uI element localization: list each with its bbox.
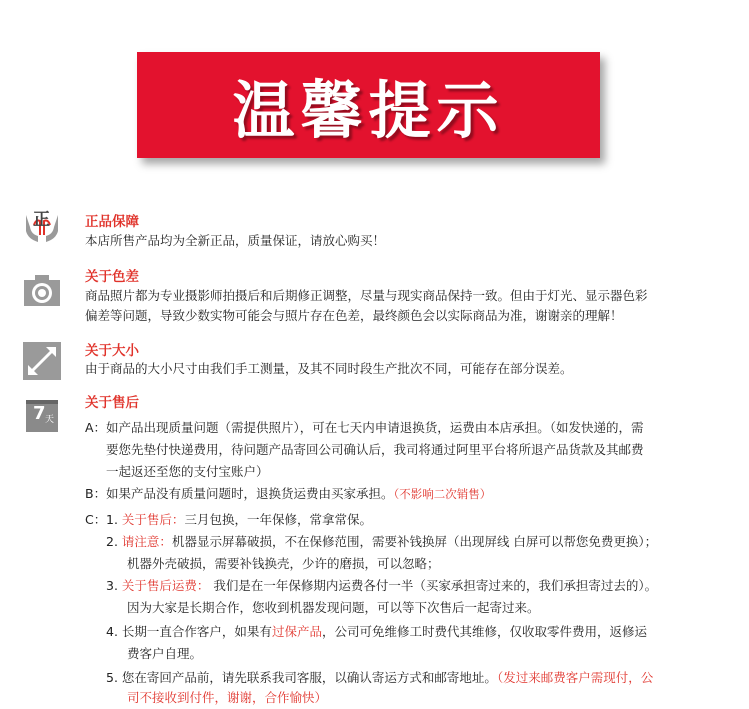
b-label: B： [85, 486, 107, 501]
size-heading: 关于大小 [85, 343, 139, 359]
a-line-2: 要您先垫付快递费用，待问题产品寄回公司确认后，我司将通过阿里平台将所退产品货款及其邮费 [106, 442, 644, 457]
c-item-1 [106, 509, 372, 531]
size-text: 由于商品的大小尺寸由我们手工测量，及其不同时段生产批次不同，可能存在部分误差。 [85, 361, 573, 376]
seven-day-unit: 天 [45, 415, 55, 425]
color-text-line-2: 偏差等问题，导致少数实物可能会与照片存在色差，最终颜色会以实际商品为准，谢谢亲的理解！ [85, 308, 623, 323]
c5-key: （发过来邮费客户需现付，公 [496, 670, 654, 685]
c2-cont: 机器外壳破损，需要补钱换壳，少许的磨损，可以忽略； [127, 556, 440, 571]
genuine-icon-char: 正 [33, 210, 50, 230]
title-banner [137, 52, 600, 158]
c1-key: 关于售后： [121, 512, 185, 527]
c-label: C： [85, 512, 107, 527]
c2-num: 2. [106, 534, 118, 549]
c1-num: 1. [106, 512, 118, 527]
color-heading: 关于色差 [85, 269, 139, 285]
c4-cont: 费客户自理。 [127, 646, 203, 661]
a-line-1: 如产品出现质量问题（需提供照片），可在七天内申请退换货，运费由本店承担。（如发快递的，需 [106, 420, 644, 435]
c5-pre: 您在寄回产品前，请先联系我司客服，以确认寄运方式和邮寄地址。 [121, 670, 497, 685]
c1-text: 三月包换，一年保修，常拿常保。 [184, 512, 372, 527]
color-text-line-1: 商品照片都为专业摄影师拍摄后和后期修正调整，尽量与现实商品保持一致。但由于灯光、显示器色彩 [85, 288, 648, 303]
c-item-5 [106, 667, 653, 689]
c3-key: 关于售后运费： [121, 578, 210, 593]
c-item-4 [106, 621, 647, 643]
c3-text: 我们是在一年保修期内运费各付一半（买家承担寄过来的，我们承担寄过去的）。 [209, 578, 658, 593]
seven-day-number: 7 [33, 403, 46, 424]
aftersale-heading: 关于售后 [85, 395, 139, 411]
banner-title: 温馨提示 [232, 73, 505, 147]
c4-text: ，公司可免维修工时费代其维修，仅收取零件费用，返修运 [321, 624, 647, 639]
genuine-heading: 正品保障 [85, 214, 139, 230]
c2-text: 机器显示屏幕破损，不在保修范围，需要补钱换屏（出现屏线 白屏可以帮您免费更换）； [171, 534, 658, 549]
genuine-hands-icon [22, 205, 62, 245]
camera-icon [22, 270, 62, 310]
c4-num: 4. [106, 624, 118, 639]
c4-key: 过保产品 [271, 624, 322, 639]
c3-cont: 因为大家是长期合作，您收到机器发现问题，可以等下次售后一起寄过来。 [127, 600, 540, 615]
b-note: （不影响二次销售） [393, 487, 492, 501]
b-text: 如果产品没有质量问题时，退换货运费由买家承担。 [106, 486, 394, 501]
a-label: A： [85, 420, 107, 435]
c-item-2 [106, 531, 657, 553]
c4-pre: 长期一直合作客户，如果有 [121, 624, 272, 639]
c-item-3 [106, 575, 657, 597]
c2-key: 请注意： [121, 534, 172, 549]
c5-cont: 司不接收到付件，谢谢，合作愉快） [127, 690, 328, 705]
c3-num: 3. [106, 578, 118, 593]
c5-num: 5. [106, 670, 118, 685]
resize-arrow-icon [22, 341, 62, 381]
a-line-3: 一起返还至您的支付宝账户） [106, 464, 269, 479]
seven-day-calendar-icon [22, 396, 62, 436]
b-line [106, 483, 491, 505]
genuine-text: 本店所售产品均为全新正品，质量保证，请放心购买！ [85, 233, 386, 248]
